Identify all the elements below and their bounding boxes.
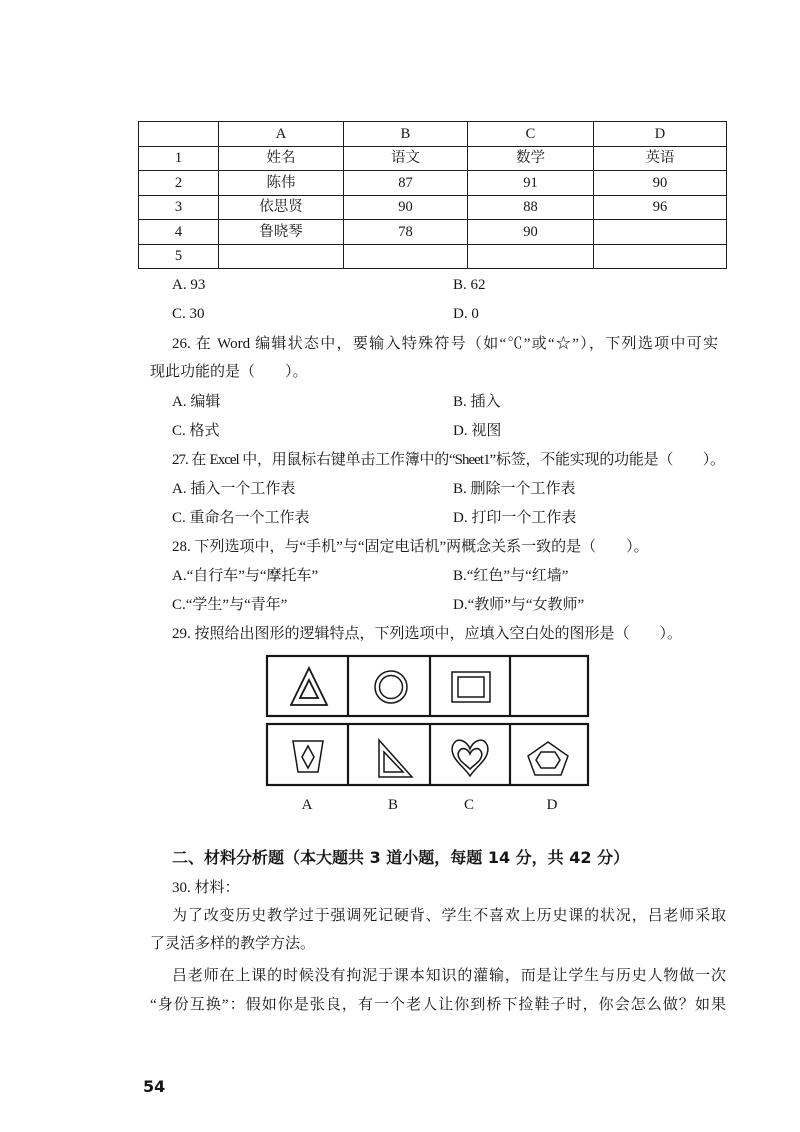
q29-stem-line-1: 29. 按照给出图形的逻辑特点，下列选项中，应填入空白处的图形是（ ）。: [172, 626, 683, 642]
table-cell: [594, 220, 727, 245]
table-header-row: [139, 122, 727, 147]
q26-option-a: A. 编辑: [172, 394, 221, 410]
q27-option-c: C. 重命名一个工作表: [172, 510, 310, 526]
nested-right-triangle-icon: [379, 740, 412, 777]
q26-option-c: C. 格式: [172, 423, 220, 439]
paragraph-1-line-2: 了灵活多样的教学方法。: [150, 936, 316, 952]
table-cell: 96: [594, 195, 727, 220]
table-cell: 陈伟: [219, 171, 344, 196]
q28-option-a: A.“自行车”与“摩托车”: [172, 568, 319, 584]
q28-stem-line-1: 28. 下列选项中，与“手机”与“固定电话机”两概念关系一致的是（ ）。: [172, 539, 649, 555]
column-header-c: C: [468, 122, 594, 147]
q25-option-a: A. 93: [172, 277, 206, 293]
q27-option-a: A. 插入一个工作表: [172, 481, 296, 497]
table-cell: [468, 244, 594, 269]
figure-option-label-b: B: [387, 797, 398, 813]
nested-triangle-icon: [291, 668, 327, 705]
table-cell: 78: [344, 220, 468, 245]
table-cell: [594, 244, 727, 269]
table-row: [139, 195, 727, 220]
table-row: [139, 171, 727, 196]
table-cell: [344, 244, 468, 269]
table-cell: 语文: [344, 146, 468, 171]
q26-option-b: B. 插入: [453, 394, 501, 410]
sequence-row-border: [267, 656, 588, 716]
table-cell: 鲁晓琴: [219, 220, 344, 245]
table-row: [139, 146, 727, 171]
q27-option-b: B. 删除一个工作表: [453, 481, 576, 497]
table-cell: 91: [468, 171, 594, 196]
table-cell: [219, 244, 344, 269]
table-cell: 87: [344, 171, 468, 196]
q28-option-b: B.“红色”与“红墙”: [453, 568, 569, 584]
column-header-b: B: [344, 122, 468, 147]
trapezoid-diamond-icon: [293, 741, 323, 772]
q27-option-d: D. 打印一个工作表: [453, 510, 577, 526]
row-number-cell: 3: [139, 195, 219, 220]
table-cell: 英语: [594, 146, 727, 171]
page-number: 54: [143, 1077, 166, 1096]
q26-stem-line-1: 26. 在 Word 编辑状态中，要输入特殊符号（如“℃”或“☆”），下列选项中可实: [172, 336, 718, 352]
table-cell: 姓名: [219, 146, 344, 171]
q30-label: 30. 材料：: [172, 880, 240, 896]
q28-option-c: C.“学生”与“青年”: [172, 597, 288, 613]
q26-stem-line-2: 现此功能的是（ ）。: [150, 364, 308, 380]
score-table: [138, 121, 727, 269]
row-number-cell: 2: [139, 171, 219, 196]
table-cell: 依思贤: [219, 195, 344, 220]
section-heading: 二、材料分析题（本大题共 3 道小题，每题 14 分，共 42 分）: [172, 848, 630, 867]
table-row: [139, 220, 727, 245]
q25-option-d: D. 0: [453, 306, 479, 322]
table-cell: 90: [468, 220, 594, 245]
row-number-cell: 5: [139, 244, 219, 269]
row-number-cell: 4: [139, 220, 219, 245]
column-header-a: A: [219, 122, 344, 147]
q28-option-d: D.“教师”与“女教师”: [453, 597, 585, 613]
figure-option-label-a: A: [301, 797, 313, 813]
figure-option-label-c: C: [463, 797, 474, 813]
row-number-cell: 1: [139, 146, 219, 171]
table-row: [139, 244, 727, 269]
corner-cell: [139, 122, 219, 147]
column-header-d: D: [594, 122, 727, 147]
q25-option-c: C. 30: [172, 306, 205, 322]
q27-stem-line-1: 27. 在 Excel 中，用鼠标右键单击工作簿中的“Sheet1”标签，不能实现的功能是（ ）。: [172, 452, 724, 468]
q26-option-d: D. 视图: [453, 423, 502, 439]
concentric-circle-icon: [375, 671, 407, 703]
figure-option-label-d: D: [546, 797, 558, 813]
table-cell: 88: [468, 195, 594, 220]
figure-reasoning-puzzle: [262, 650, 594, 790]
nested-heart-icon: [452, 740, 488, 776]
table-cell: 数学: [468, 146, 594, 171]
paragraph-2-line-2: “身份互换”：假如你是张良，有一个老人让你到桥下捡鞋子时，你会怎么做？如果: [150, 997, 726, 1013]
pentagon-hexagon-icon: [528, 742, 568, 775]
paragraph-1-line-1: 为了改变历史教学过于强调死记硬背、学生不喜欢上历史课的状况，吕老师采取: [172, 908, 726, 924]
nested-rectangle-icon: [452, 672, 490, 702]
paragraph-2-line-1: 吕老师在上课的时候没有拘泥于课本知识的灌输，而是让学生与历史人物做一次: [172, 968, 726, 984]
table-cell: 90: [344, 195, 468, 220]
table-cell: 90: [594, 171, 727, 196]
q25-option-b: B. 62: [453, 277, 486, 293]
